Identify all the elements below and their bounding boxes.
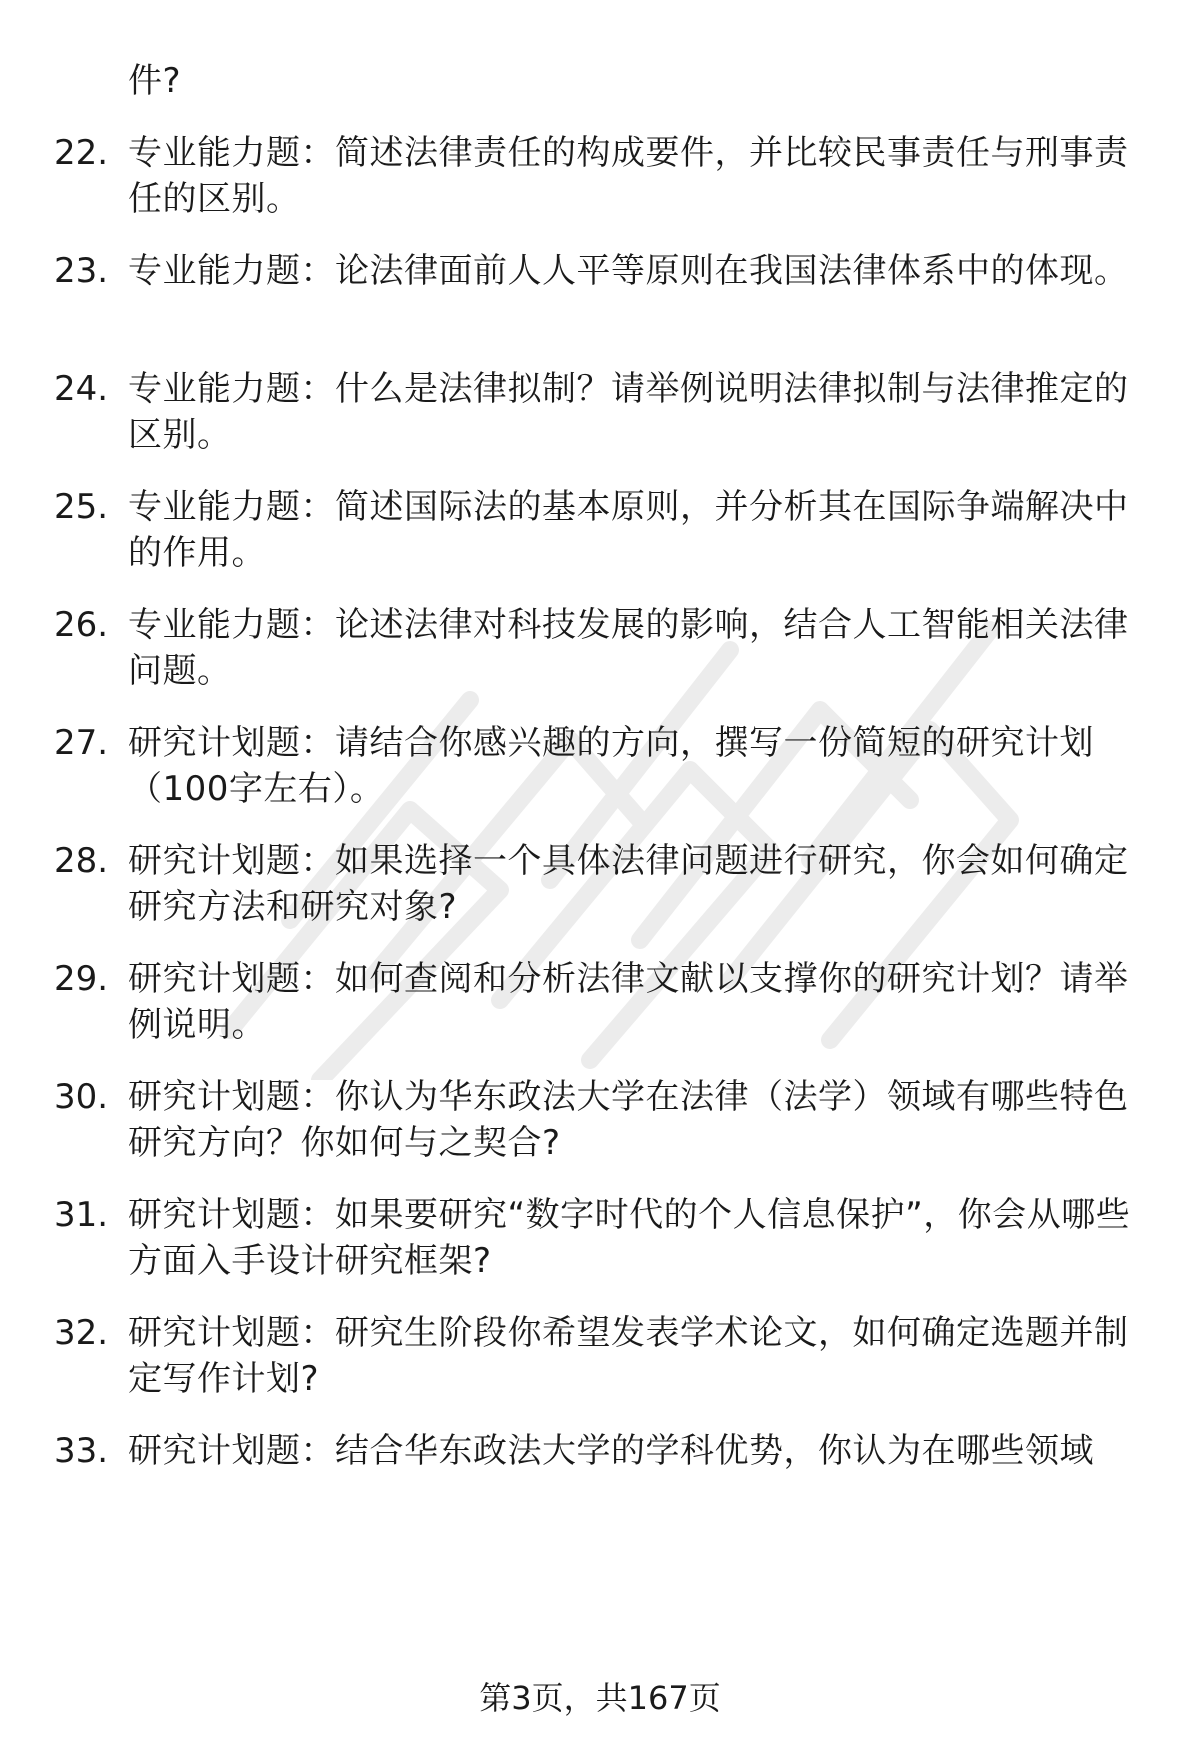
item-number: 31. [54, 1195, 109, 1235]
item-text: 专业能力题：简述法律责任的构成要件，并比较民事责任与刑事责任的区别。 [128, 133, 1129, 219]
item-text: 研究计划题：你认为华东政法大学在法律（法学）领域有哪些特色研究方向？你如何与之契合? [128, 1077, 1129, 1163]
item-text: 专业能力题：论法律面前人人平等原则在我国法律体系中的体现。 [128, 251, 1129, 291]
item-text: 研究计划题：如果要研究“数字时代的个人信息保护”，你会从哪些方面入手设计研究框架? [128, 1195, 1131, 1281]
item-text: 专业能力题：简述国际法的基本原则，并分析其在国际争端解决中的作用。 [128, 487, 1129, 573]
item-number: 33. [54, 1431, 109, 1471]
item-text: 研究计划题：如果选择一个具体法律问题进行研究，你会如何确定研究方法和研究对象? [128, 841, 1129, 927]
continuation-text: 件? [128, 61, 182, 101]
item-number: 28. [54, 841, 109, 881]
item-text: 研究计划题：如何查阅和分析法律文献以支撑你的研究计划？请举例说明。 [128, 959, 1129, 1045]
item-number: 25. [54, 487, 109, 527]
item-number: 24. [54, 369, 109, 409]
item-number: 27. [54, 723, 109, 763]
item-number: 30. [54, 1077, 109, 1117]
item-text: 专业能力题：论述法律对科技发展的影响，结合人工智能相关法律问题。 [128, 605, 1129, 691]
item-number: 26. [54, 605, 109, 645]
item-text: 研究计划题：请结合你感兴趣的方向，撰写一份简短的研究计划（100字左右）。 [128, 723, 1094, 809]
page-footer: 第3页，共167页 [479, 1679, 721, 1717]
item-number: 22. [54, 133, 109, 173]
item-text: 研究计划题：结合华东政法大学的学科优势，你认为在哪些领域 [128, 1431, 1094, 1471]
item-number: 32. [54, 1313, 109, 1353]
item-text: 研究计划题：研究生阶段你希望发表学术论文，如何确定选题并制定写作计划? [128, 1313, 1129, 1399]
item-number: 29. [54, 959, 109, 999]
item-number: 23. [54, 251, 109, 291]
item-text: 专业能力题：什么是法律拟制？请举例说明法律拟制与法律推定的区别。 [128, 369, 1129, 455]
